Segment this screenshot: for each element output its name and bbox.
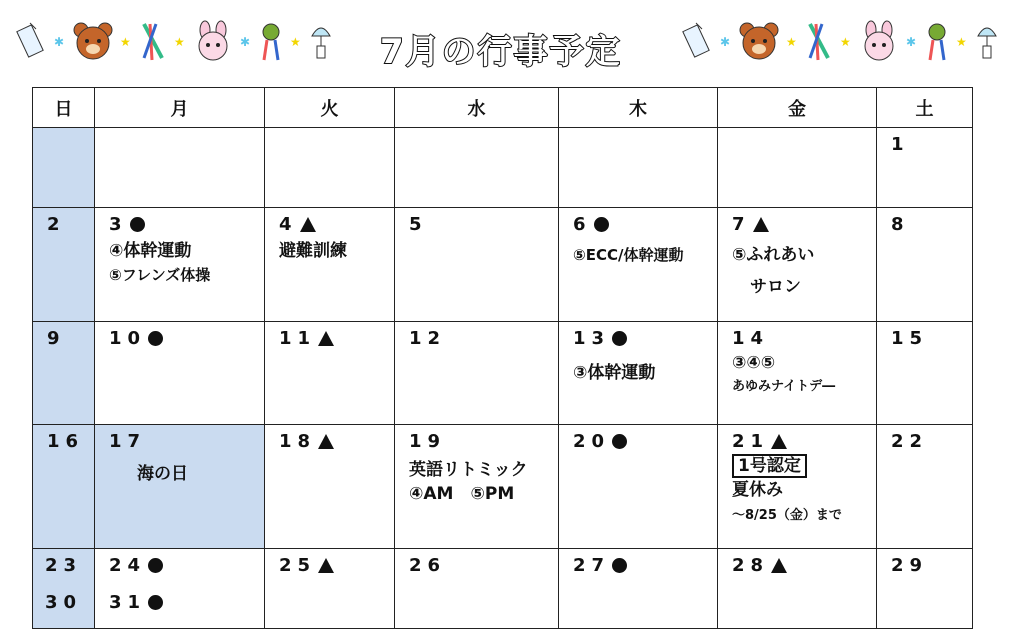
star-icon <box>120 35 132 47</box>
day-number: 5 <box>409 214 428 235</box>
day-header <box>109 592 264 613</box>
day-number: 23 <box>45 555 83 576</box>
circle-mark-icon <box>594 217 609 232</box>
day-cell <box>33 425 95 549</box>
triangle-mark-icon <box>771 434 787 449</box>
star-icon <box>290 35 302 47</box>
weekday-header: 水 <box>395 88 559 128</box>
day-number: 25 <box>279 555 317 576</box>
star-icon <box>786 35 798 47</box>
day-cell <box>877 322 973 425</box>
day-header <box>279 328 394 349</box>
day-number: 19 <box>409 431 447 452</box>
day-header <box>732 214 876 235</box>
svg-text:★: ★ <box>956 35 967 47</box>
day-number: 16 <box>47 431 85 452</box>
day-number: 22 <box>891 431 929 452</box>
day-number: 20 <box>573 431 611 452</box>
day-header <box>109 555 264 576</box>
day-header <box>279 431 394 452</box>
day-cell-empty <box>718 128 877 208</box>
rabbit-icon <box>858 20 900 62</box>
svg-text:★: ★ <box>840 35 851 47</box>
day-number: 31 <box>109 592 147 613</box>
weekday-header: 月 <box>95 88 265 128</box>
day-number: 3 <box>109 214 128 235</box>
svg-text:★: ★ <box>120 35 131 47</box>
bear-icon <box>72 20 114 62</box>
kusudama-icon <box>924 20 950 62</box>
day-header <box>109 214 264 235</box>
day-number: 7 <box>732 214 751 235</box>
svg-text:✱: ✱ <box>720 35 731 47</box>
day-number: 9 <box>47 328 66 349</box>
star-icon <box>720 35 732 47</box>
triangle-mark-icon <box>318 331 334 346</box>
day-cell-empty <box>395 128 559 208</box>
day-cell <box>877 208 973 322</box>
star-icon <box>240 35 252 47</box>
day-cell <box>559 208 718 322</box>
day-cell <box>95 549 265 629</box>
event-label: ⑤ECC/体幹運動 <box>573 246 684 264</box>
decoration-right <box>680 16 1000 66</box>
week-row <box>33 128 973 208</box>
event-label: あゆみナイトデ― <box>732 379 836 394</box>
day-number: 27 <box>573 555 611 576</box>
day-number: 18 <box>279 431 317 452</box>
streamer-icon <box>138 20 168 62</box>
bear-icon <box>738 20 780 62</box>
event-label: ③④⑤ <box>732 353 776 373</box>
circle-mark-icon <box>148 558 163 573</box>
weekday-header: 土 <box>877 88 973 128</box>
day-cell <box>877 128 973 208</box>
week-row <box>33 425 973 549</box>
circle-mark-icon <box>612 434 627 449</box>
day-number: 14 <box>732 328 770 349</box>
svg-text:✱: ✱ <box>240 35 251 47</box>
day-header <box>573 214 717 235</box>
day-cell <box>559 322 718 425</box>
day-number: 15 <box>891 328 929 349</box>
triangle-mark-icon <box>318 434 334 449</box>
weekday-header-row <box>33 88 973 128</box>
week-row <box>33 549 973 629</box>
day-header <box>573 431 717 452</box>
rabbit-icon <box>192 20 234 62</box>
day-cell <box>718 549 877 629</box>
day-cell <box>877 425 973 549</box>
day-number: 12 <box>409 328 447 349</box>
weekday-header: 火 <box>265 88 395 128</box>
day-cell <box>559 425 718 549</box>
day-cell <box>395 425 559 549</box>
weekday-header: 木 <box>559 88 718 128</box>
event-label: 夏休み <box>732 480 783 500</box>
certification-badge: 1号認定 <box>732 454 807 478</box>
day-cell <box>265 208 395 322</box>
day-header <box>279 555 394 576</box>
event-label: ④体幹運動 <box>109 241 192 261</box>
event-label: ⑤フレンズ体操 <box>109 266 211 284</box>
calendar-table <box>32 87 973 629</box>
day-cell <box>33 549 95 629</box>
day-number: 10 <box>109 328 147 349</box>
day-cell <box>95 425 265 549</box>
day-number: 21 <box>732 431 770 452</box>
day-cell <box>265 549 395 629</box>
day-number: 8 <box>891 214 910 235</box>
day-number: 2 <box>47 214 66 235</box>
day-header <box>573 328 717 349</box>
svg-text:★: ★ <box>786 35 797 47</box>
day-cell <box>718 322 877 425</box>
svg-text:✱: ✱ <box>906 35 917 47</box>
star-icon <box>906 35 918 47</box>
tanzaku-icon <box>14 21 48 61</box>
day-cell <box>265 322 395 425</box>
day-number: 24 <box>109 555 147 576</box>
weekday-header: 金 <box>718 88 877 128</box>
day-cell-empty <box>265 128 395 208</box>
day-cell <box>395 549 559 629</box>
circle-mark-icon <box>148 331 163 346</box>
day-cell <box>95 208 265 322</box>
event-label: サロン <box>750 277 801 297</box>
day-cell <box>559 549 718 629</box>
circle-mark-icon <box>612 331 627 346</box>
event-label: ④AM ⑤PM <box>409 484 515 504</box>
triangle-mark-icon <box>318 558 334 573</box>
wind-chime-icon <box>974 20 1000 62</box>
event-label: 英語リトミック <box>409 460 528 480</box>
day-number: 1 <box>891 134 910 155</box>
day-header <box>279 214 394 235</box>
star-icon <box>174 35 186 47</box>
page-title: 7月の行事予定 <box>380 32 622 72</box>
svg-text:✱: ✱ <box>54 35 65 47</box>
day-cell <box>395 208 559 322</box>
day-cell-empty <box>33 128 95 208</box>
day-number: 11 <box>279 328 317 349</box>
day-number: 29 <box>891 555 929 576</box>
star-icon <box>956 35 968 47</box>
day-cell <box>33 322 95 425</box>
weekday-header: 日 <box>33 88 95 128</box>
event-label: ③体幹運動 <box>573 363 656 383</box>
day-number: 26 <box>409 555 447 576</box>
decoration-left <box>14 16 334 66</box>
day-number: 28 <box>732 555 770 576</box>
event-label: 海の日 <box>137 464 188 484</box>
event-label: ⑤ふれあい <box>732 245 815 265</box>
day-header <box>573 555 717 576</box>
day-number: 30 <box>45 592 83 613</box>
day-number: 17 <box>109 431 147 452</box>
star-icon <box>840 35 852 47</box>
day-number: 13 <box>573 328 611 349</box>
circle-mark-icon <box>148 595 163 610</box>
svg-text:★: ★ <box>174 35 185 47</box>
day-number: 6 <box>573 214 592 235</box>
day-cell <box>718 425 877 549</box>
day-cell <box>877 549 973 629</box>
day-cell-empty <box>559 128 718 208</box>
week-row <box>33 322 973 425</box>
day-cell <box>33 208 95 322</box>
event-label: ～8/25（金）まで <box>732 508 842 523</box>
circle-mark-icon <box>130 217 145 232</box>
day-number: 4 <box>279 214 298 235</box>
wind-chime-icon <box>308 20 334 62</box>
day-header <box>732 555 876 576</box>
day-header <box>109 328 264 349</box>
kusudama-icon <box>258 20 284 62</box>
day-cell <box>718 208 877 322</box>
svg-text:★: ★ <box>290 35 301 47</box>
day-cell <box>265 425 395 549</box>
circle-mark-icon <box>612 558 627 573</box>
week-row <box>33 208 973 322</box>
event-label: 避難訓練 <box>279 241 347 261</box>
tanzaku-icon <box>680 21 714 61</box>
triangle-mark-icon <box>771 558 787 573</box>
star-icon <box>54 35 66 47</box>
day-cell <box>95 322 265 425</box>
day-header <box>732 431 876 452</box>
streamer-icon <box>804 20 834 62</box>
triangle-mark-icon <box>300 217 316 232</box>
day-cell <box>395 322 559 425</box>
triangle-mark-icon <box>753 217 769 232</box>
day-cell-empty <box>95 128 265 208</box>
